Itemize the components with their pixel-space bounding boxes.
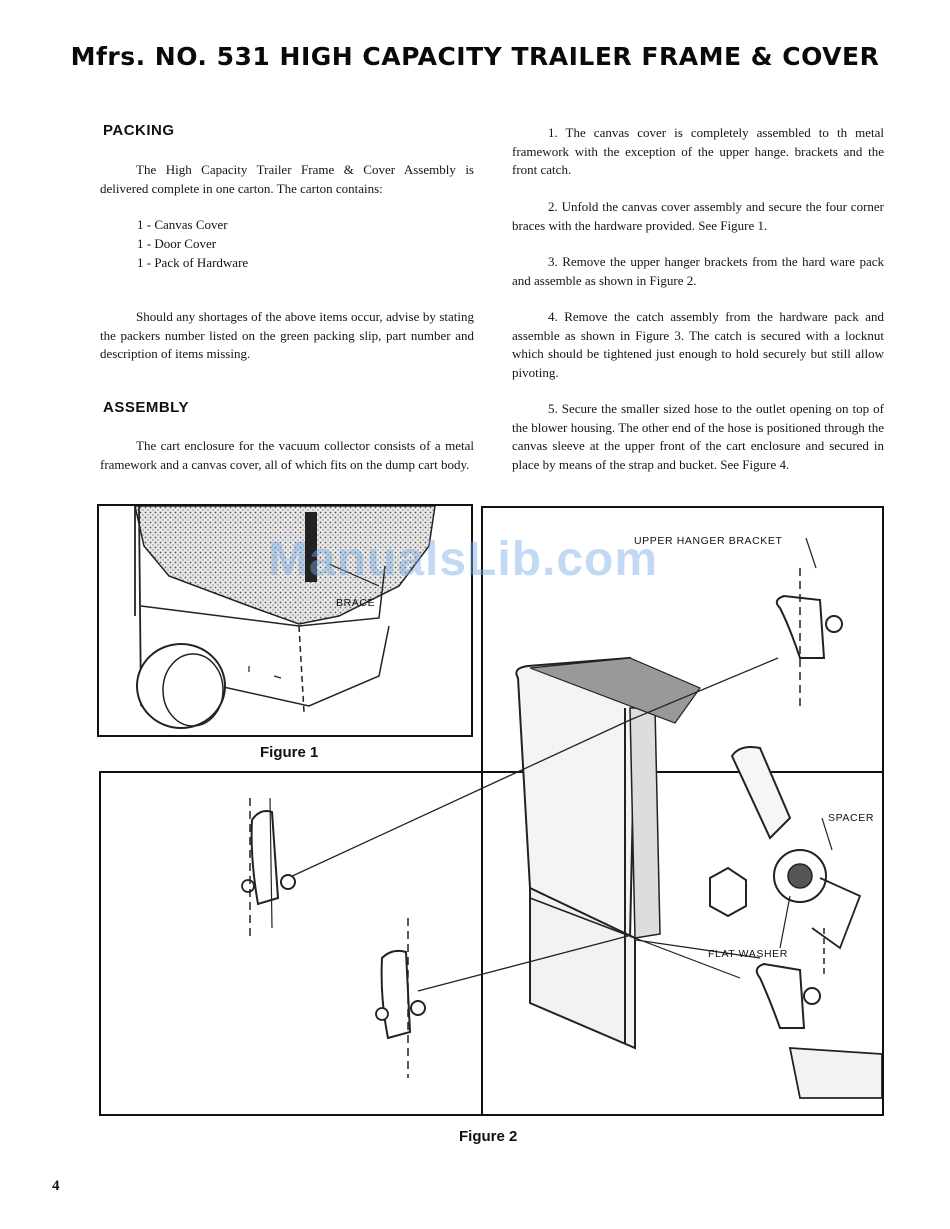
figure-2-caption: Figure 2 [459, 1128, 518, 1145]
page-number: 4 [52, 1178, 60, 1194]
assembly-intro: The cart enclosure for the vacuum collector consists of a metal framework and a canvas cover, all of which fits on the dump cart body. [100, 438, 474, 472]
step-4: 4. Remove the catch assembly from the hardware pack and assemble as shown in Figure 3. The catch is secured with a locknut which should be tightened just enough to hold securely but still allow pivoting. [512, 309, 884, 380]
step-1: 1. The canvas cover is completely assembled to th metal framework with the exception of the upper hange. brackets and the front catch. [512, 125, 884, 177]
packing-items-list [137, 215, 437, 272]
left-lower-bracket [382, 951, 410, 1038]
packing-intro: The High Capacity Trailer Frame & Cover Assembly is delivered complete in one carton. The carton contains: [100, 162, 474, 196]
figure-1-caption: Figure 1 [260, 744, 319, 761]
figure-2-illustration [100, 508, 882, 1114]
label-upper-hanger-bracket: UPPER HANGER BRACKET [634, 535, 783, 547]
page-title: Mfrs. NO. 531 HIGH CAPACITY TRAILER FRAME & COVER [70, 42, 880, 71]
step-3: 3. Remove the upper hanger brackets from the hard ware pack and assemble as shown in Figure 2. [512, 254, 884, 288]
step-5: 5. Secure the smaller sized hose to the outlet opening on top of the blower housing. The other end of the hose is positioned through the canvas sleeve at the upper front of the cart enclosure and secured in place by means of the strap and bucket. See Figure 4. [512, 401, 884, 472]
packing-shortage-note: Should any shortages of the above items occur, advise by stating the packers number listed on the green packing slip, part number and description of items missing. [100, 309, 474, 361]
packing-item: 1 - Door Cover [137, 236, 217, 251]
watermark: ManualsLib.com [268, 533, 659, 586]
packing-item: 1 - Pack of Hardware [137, 255, 249, 270]
label-flat-washer: FLAT WASHER [708, 948, 788, 960]
packing-heading: PACKING [103, 122, 175, 139]
label-spacer: SPACER [828, 812, 874, 824]
packing-item: 1 - Canvas Cover [137, 217, 228, 232]
label-brace: BRACE [336, 597, 376, 609]
catch-lever [732, 747, 790, 838]
step-2: 2. Unfold the canvas cover assembly and secure the four corner braces with the hardware provided. See Figure 1. [512, 199, 884, 233]
left-upper-bracket [252, 811, 278, 904]
assembly-heading: ASSEMBLY [103, 399, 189, 416]
lower-hanger-bracket [757, 964, 804, 1028]
